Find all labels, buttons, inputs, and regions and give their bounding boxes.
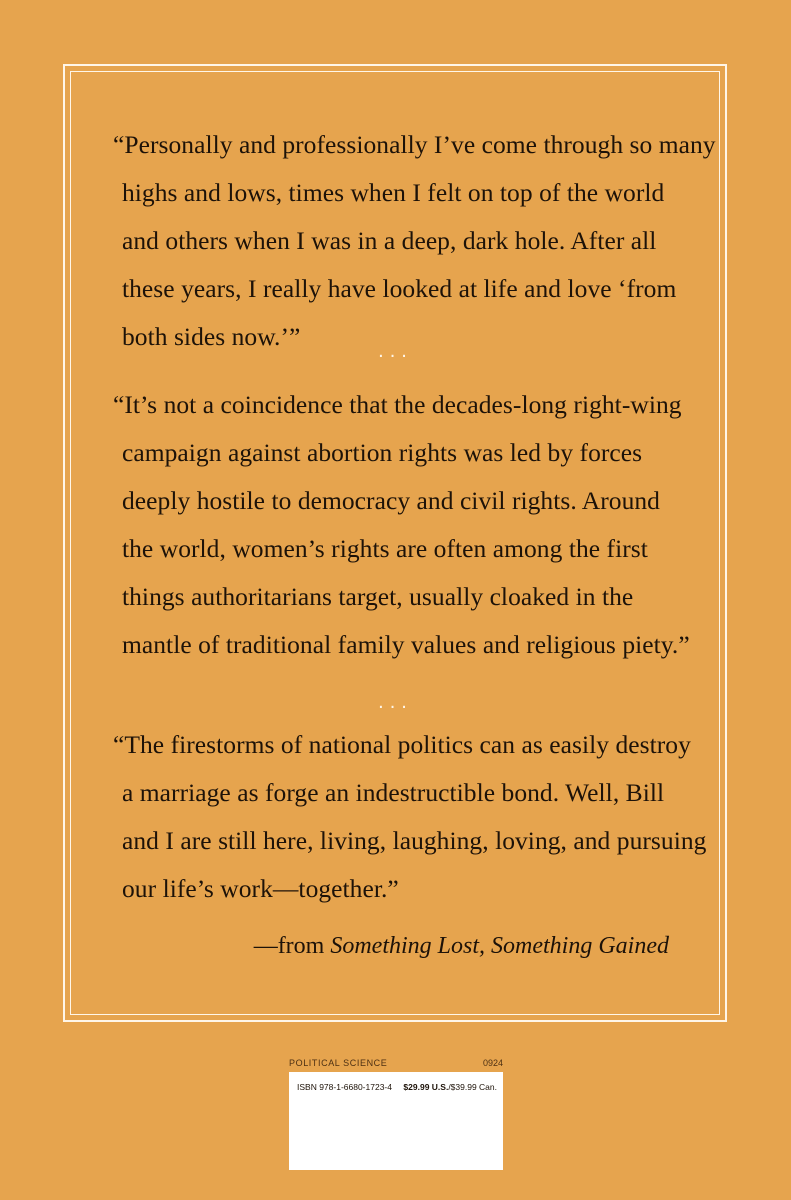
quote-3-line: our life’s work—together.” [122,874,399,903]
section-separator: ... [378,340,413,362]
book-title: Something Lost, Something Gained [330,933,669,959]
quote-1-line: highs and lows, times when I felt on top of the world [122,178,665,207]
quote-3 [113,721,707,913]
price-us: $29.99 U.S. [403,1082,449,1092]
quote-2-line: mantle of traditional family values and religious piety.” [122,630,690,659]
catalog-code: 0924 [482,1058,503,1068]
quote-3-line: “The firestorms of national politics can as easily destroy [113,730,691,759]
quote-2-line: deeply hostile to democracy and civil rights. Around [122,486,660,515]
attribution-prefix: —from [253,933,331,959]
price-text [403,1082,497,1092]
price-can: /$39.99 Can. [448,1082,497,1092]
barcode-label [289,1072,503,1170]
quote-2-line: “It’s not a coincidence that the decades-long right-wing [113,390,682,419]
attribution [254,922,669,970]
category-label: POLITICAL SCIENCE [289,1058,388,1068]
quote-2-line: things authoritarians target, usually cloaked in the [122,582,634,611]
quote-2-line: the world, women’s rights are often among the first [122,534,648,563]
quote-1 [113,121,716,361]
section-separator: ... [378,691,413,713]
quote-2-line: campaign against abortion rights was led by forces [122,438,643,467]
isbn-text: ISBN 978-1-6680-1723-4 [297,1082,392,1092]
quote-3-line: a marriage as forge an indestructible bond. Well, Bill [122,778,665,807]
quote-1-line: “Personally and professionally I’ve come through so many [113,130,716,159]
quote-1-line: and others when I was in a deep, dark hole. After all [122,226,657,255]
barcode-area [289,1058,503,1170]
quote-1-line: these years, I really have looked at life and love ‘from [122,274,677,303]
quote-2 [113,381,690,669]
quote-1-line: both sides now.’” [122,322,301,351]
quote-3-line: and I are still here, living, laughing, loving, and pursuing [122,826,707,855]
